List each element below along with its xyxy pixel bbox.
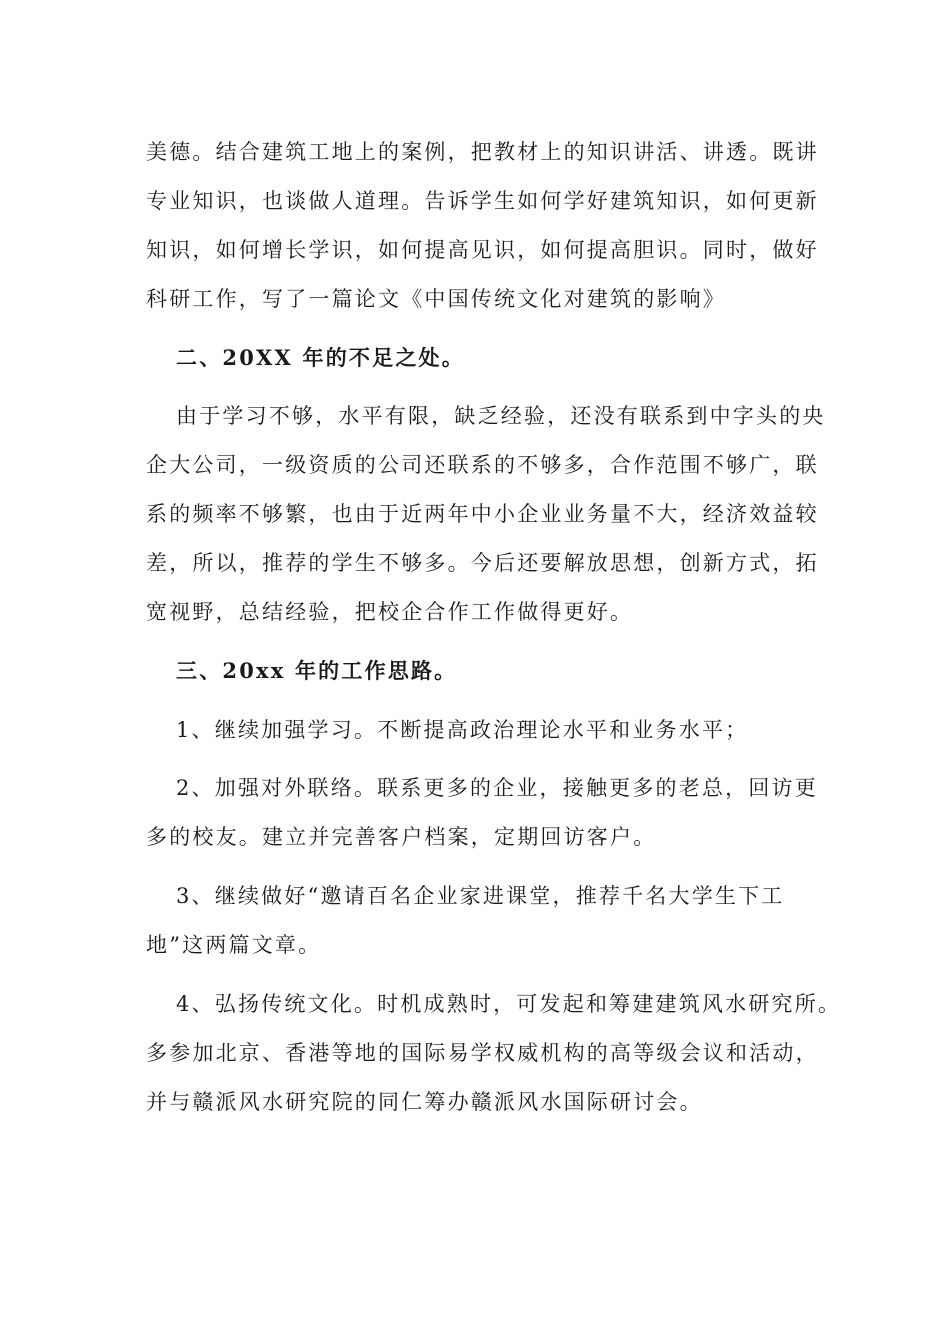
list-item-4-continued: 多参加北京、香港等地的国际易学权威机构的高等级会议和活动， [146, 1041, 819, 1065]
paragraph-line: 系的频率不够繁，也由于近两年中小企业业务量不大，经济效益较 [146, 502, 819, 526]
paragraph-line: 由于学习不够，水平有限，缺乏经验，还没有联系到中字头的央 [176, 404, 826, 428]
list-item-4-continued: 并与赣派风水研究院的同仁筹办赣派风水国际研讨会。 [146, 1090, 703, 1114]
list-item-2-continued: 多的校友。建立并完善客户档案，定期回访客户。 [146, 825, 657, 849]
list-item-3-continued: 地”这两篇文章。 [146, 933, 322, 957]
list-item-1: 1、继续加强学习。不断提高政治理论水平和业务水平； [176, 718, 749, 742]
paragraph-line: 宽视野，总结经验，把校企合作工作做得更好。 [146, 600, 634, 624]
paragraph-line: 专业知识，也谈做人道理。告诉学生如何学好建筑知识，如何更新 [146, 189, 819, 213]
paragraph-line: 美德。结合建筑工地上的案例，把教材上的知识讲活、讲透。既讲 [146, 140, 819, 164]
section-heading-2: 二、20XX 年的不足之处。 [176, 345, 465, 370]
paragraph-line: 知识，如何增长学识，如何提高见识，如何提高胆识。同时，做好 [146, 238, 819, 262]
list-item-3: 3、继续做好“邀请百名企业家进课堂，推荐千名大学生下工 [176, 884, 785, 908]
list-item-4: 4、弘扬传统文化。时机成熟时，可发起和筹建建筑风水研究所。 [176, 992, 842, 1016]
paragraph-line: 差，所以，推荐的学生不够多。今后还要解放思想，创新方式，拓 [146, 551, 819, 575]
section-heading-3: 三、20xx 年的工作思路。 [176, 658, 458, 683]
paragraph-line: 企大公司，一级资质的公司还联系的不够多，合作范围不够广，联 [146, 453, 819, 477]
paragraph-line: 科研工作，写了一篇论文《中国传统文化对建筑的影响》 [146, 287, 726, 311]
list-item-2: 2、加强对外联络。联系更多的企业，接触更多的老总，回访更 [176, 776, 818, 800]
